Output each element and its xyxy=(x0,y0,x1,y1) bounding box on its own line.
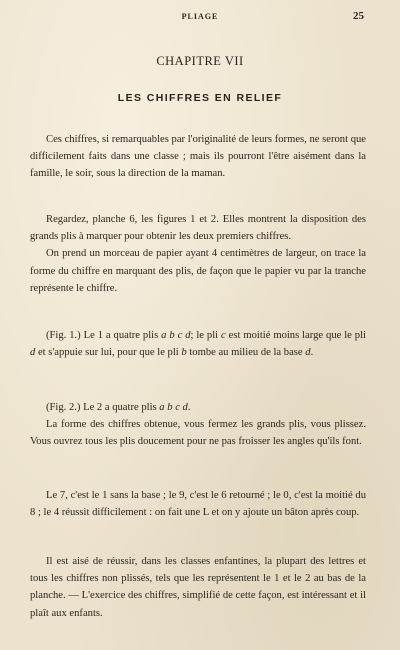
paragraph-text: Le 7, c'est le 1 sans la base ; le 9, c'est le 6 retourné ; le 0, c'est la moitié du 8 ; le 4 réussit difficilement : on fait une L et on y ajoute un bâton après coup. xyxy=(30,490,366,519)
paragraph-fig1 xyxy=(30,327,366,361)
fold-letters: a b c d xyxy=(161,330,191,341)
page-number: 25 xyxy=(353,10,364,22)
paragraph-text: La forme des chiffres obtenue, vous fermez les grands plis, vous plissez. Vous ouvrez tous les plis doucement pour ne pas froisser les angles qu'ils font. xyxy=(30,419,366,448)
text-run: . xyxy=(310,347,314,359)
text-run: . xyxy=(187,402,191,413)
paragraph-planche xyxy=(30,211,366,297)
paragraph-text: Il est aisé de réussir, dans les classes enfantines, la plupart des lettres et tous les chiffres non plissés, tels que les représentent le 1 et le 2 au bas de la planche. — L'exercice des chiffres, simplifié de cette façon, est intéressant et il plaît aux enfants. xyxy=(30,556,366,619)
text-run: Le 2 a quatre plis xyxy=(83,402,157,413)
paragraph-text: Regardez, planche 6, les figures 1 et 2. Elles montrent la disposition des grands plis à marquer pour obtenir les deux premiers chiffres. xyxy=(30,214,366,243)
paragraph-intro xyxy=(30,131,366,183)
text-run: et s'appuie sur lui, pour que le pli xyxy=(37,347,179,359)
paragraph-text xyxy=(30,399,366,416)
running-title: PLIAGE xyxy=(181,12,219,21)
paragraph-fig2 xyxy=(30,399,366,451)
paragraph-other-digits xyxy=(30,487,366,521)
figure-ref: (Fig. 2.) xyxy=(46,402,81,413)
text-run: Le 1 a quatre plis xyxy=(83,330,159,341)
paragraph-conclusion xyxy=(30,553,366,622)
fold-letter: d xyxy=(305,347,311,359)
chapter-heading: CHAPITRE VII xyxy=(156,54,244,68)
paragraph-text: Ces chiffres, si remarquables par l'originalité de leurs formes, ne seront que difficilement faits dans une classe ; mais ils pourront l'être aisément dans la famille, le soir, sous la direction de la maman. xyxy=(30,134,366,180)
text-run: est moitié moins large que le pli xyxy=(228,330,366,341)
fold-letter: b xyxy=(181,347,187,359)
text-run: tombe au milieu de la base xyxy=(189,347,303,359)
fold-letter: d xyxy=(30,347,36,359)
paragraph-text: On prend un morceau de papier ayant 4 centimètres de largeur, on trace la forme du chiffre en marquant des plis, de façon que le papier vu par la tranche représente le chiffre. xyxy=(30,248,366,294)
text-run: ; le pli xyxy=(190,330,219,341)
fold-letter: c xyxy=(221,330,226,341)
running-header xyxy=(0,11,400,25)
fold-letters: a b c d xyxy=(159,402,188,413)
chapter-title: LES CHIFFRES EN RELIEF xyxy=(117,92,283,104)
figure-ref: (Fig. 1.) xyxy=(46,330,81,341)
paragraph-text xyxy=(30,327,366,361)
